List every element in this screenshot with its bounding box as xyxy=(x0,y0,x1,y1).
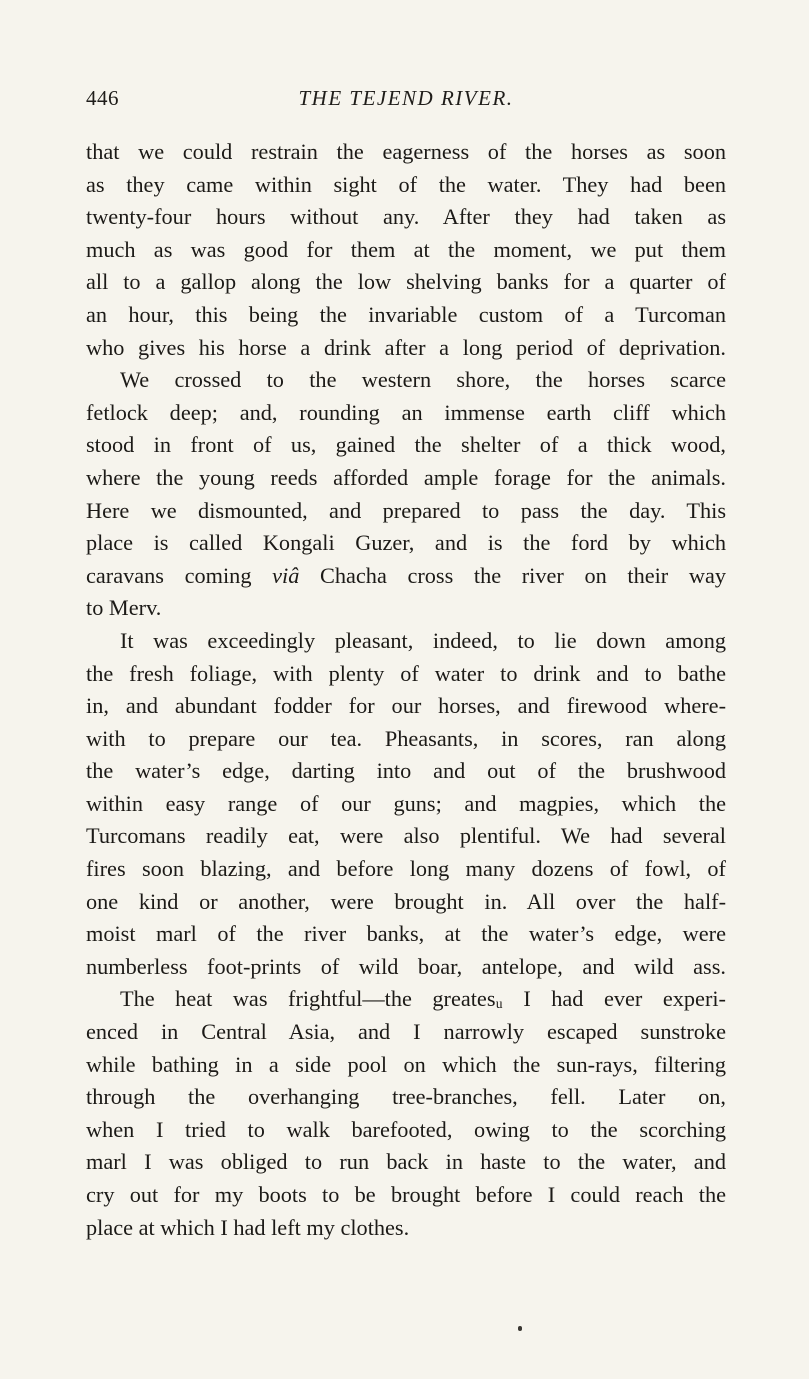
text-line: twenty-four hours without any. After they had taken as xyxy=(86,204,726,230)
text-line: It was exceedingly pleasant, indeed, to lie down among xyxy=(120,627,726,653)
page-header xyxy=(86,86,726,120)
text-line: Turcomans readily eat, were also plentiful. We had several xyxy=(86,823,726,849)
paragraph-1 xyxy=(86,136,726,364)
text-line: where the young reeds afforded ample forage for the animals. xyxy=(86,464,726,490)
text-line: the fresh foliage, with plenty of water to drink and to bathe xyxy=(86,660,726,686)
text-line: place is called Kongali Guzer, and is the ford by which xyxy=(86,530,726,556)
text-line: that we could restrain the eagerness of the horses as soon xyxy=(86,139,726,164)
text-line: We crossed to the western shore, the horses scarce xyxy=(120,367,726,393)
running-title: THE TEJEND RIVER. xyxy=(298,86,514,110)
body-text xyxy=(86,136,726,1244)
text-line: moist marl of the river banks, at the water’s edge, were xyxy=(86,921,726,947)
text-segment: Chacha cross the river on their way xyxy=(319,562,726,588)
text-line-with-italic xyxy=(86,560,726,593)
text-line: to Merv. xyxy=(86,595,162,621)
paragraph-3 xyxy=(86,625,726,984)
paragraph-2 xyxy=(86,364,726,625)
text-line: stood in front of us, gained the shelter of a thick wood, xyxy=(86,432,726,458)
italic-word: viâ xyxy=(272,562,300,588)
text-line: marl I was obliged to run back in haste to the water, and xyxy=(86,1149,726,1175)
text-line: an hour, this being the invariable custom of a Turcoman xyxy=(86,301,726,327)
text-line: numberless foot-prints of wild boar, antelope, and wild ass. xyxy=(86,953,726,979)
text-line: enced in Central Asia, and I narrowly escaped sunstroke xyxy=(86,1019,726,1045)
text-line: with to prepare our tea. Pheasants, in scores, ran along xyxy=(86,725,726,751)
text-line: fetlock deep; and, rounding an immense earth cliff which xyxy=(86,399,726,425)
text-line: place at which I had left my clothes. xyxy=(86,1214,410,1240)
text-line: while bathing in a side pool on which the sun-rays, filtering xyxy=(86,1051,726,1077)
text-line: much as was good for them at the moment, we put them xyxy=(86,236,726,262)
text-line: one kind or another, were brought in. All over the half- xyxy=(86,888,726,914)
text-line: Here we dismounted, and prepared to pass the day. This xyxy=(86,497,726,523)
text-line: cry out for my boots to be brought before I could reach the xyxy=(86,1182,726,1207)
text-line: in, and abundant fodder for our horses, and firewood where- xyxy=(86,693,726,719)
text-line: the water’s edge, darting into and out of the brushwood xyxy=(86,758,726,784)
text-line: as they came within sight of the water. They had been xyxy=(86,171,726,197)
text-line: when I tried to walk barefooted, owing to the scorching xyxy=(86,1116,726,1142)
text-line: through the overhanging tree-branches, fell. Later on, xyxy=(86,1084,726,1110)
text-line: who gives his horse a drink after a long period of deprivation. xyxy=(86,334,726,360)
text-line: The heat was frightful—the greatesᵤ I had ever experi- xyxy=(120,986,726,1012)
text-line: within easy range of our guns; and magpies, which the xyxy=(86,790,726,816)
text-segment: caravans coming xyxy=(86,562,252,588)
text-line: all to a gallop along the low shelving banks for a quarter of xyxy=(86,269,726,295)
page-number: 446 xyxy=(86,86,119,110)
ink-speck xyxy=(518,1326,522,1331)
text-line: fires soon blazing, and before long many dozens of fowl, of xyxy=(86,856,726,882)
paragraph-4 xyxy=(86,983,726,1244)
